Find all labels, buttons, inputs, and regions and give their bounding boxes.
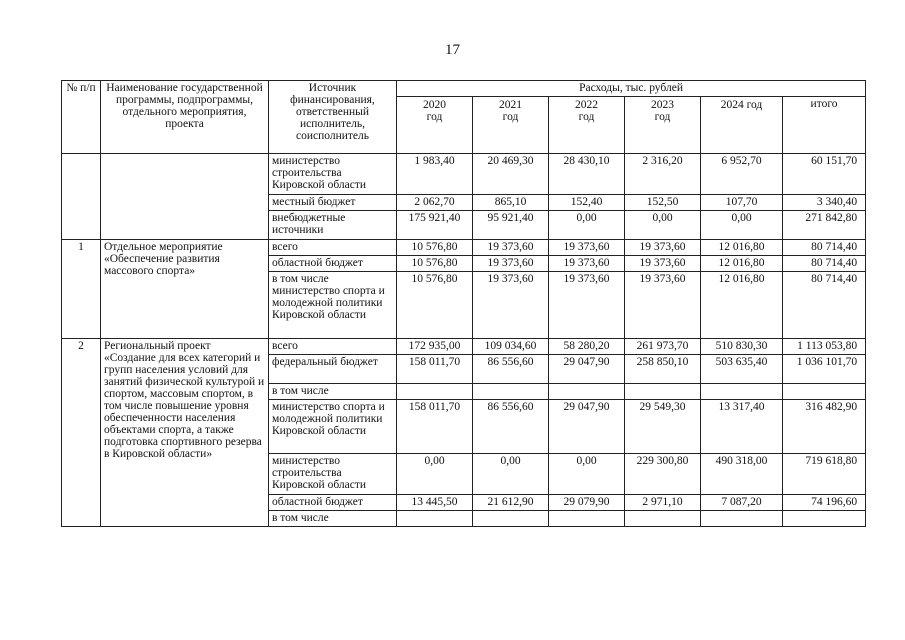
value-cell: 258 850,10 bbox=[625, 355, 701, 384]
value-cell: 29 047,90 bbox=[549, 400, 625, 454]
value-cell bbox=[783, 384, 866, 400]
value-cell: 13 317,40 bbox=[701, 400, 783, 454]
header-year: 2023 год bbox=[625, 97, 701, 154]
value-cell: 0,00 bbox=[473, 454, 549, 495]
value-cell: 60 151,70 bbox=[783, 154, 866, 195]
header-no: № п/п bbox=[62, 81, 101, 154]
value-cell: 6 952,70 bbox=[701, 154, 783, 195]
value-cell: 19 373,60 bbox=[625, 272, 701, 339]
value-cell: 261 973,70 bbox=[625, 339, 701, 355]
value-cell: 1 036 101,70 bbox=[783, 355, 866, 384]
value-cell: 12 016,80 bbox=[701, 256, 783, 272]
header-year: 2020 год bbox=[397, 97, 473, 154]
value-cell: 29 549,30 bbox=[625, 400, 701, 454]
value-cell: 10 576,80 bbox=[397, 272, 473, 339]
value-cell: 0,00 bbox=[549, 211, 625, 240]
source-cell: всего bbox=[269, 339, 397, 355]
value-cell: 0,00 bbox=[701, 211, 783, 240]
value-cell bbox=[701, 384, 783, 400]
table-row bbox=[62, 154, 866, 195]
value-cell: 152,50 bbox=[625, 195, 701, 211]
value-cell: 95 921,40 bbox=[473, 211, 549, 240]
cell-name-empty bbox=[101, 154, 269, 240]
value-cell: 13 445,50 bbox=[397, 495, 473, 511]
value-cell: 19 373,60 bbox=[625, 240, 701, 256]
value-cell: 172 935,00 bbox=[397, 339, 473, 355]
value-cell: 19 373,60 bbox=[549, 240, 625, 256]
source-cell: в том числе bbox=[269, 511, 397, 527]
item-name: Отдельное мероприятие «Обеспечение развития массового спорта» bbox=[101, 240, 269, 339]
value-cell: 0,00 bbox=[549, 454, 625, 495]
source-cell: всего bbox=[269, 240, 397, 256]
value-cell bbox=[549, 511, 625, 527]
source-cell: местный бюджет bbox=[269, 195, 397, 211]
page-number: 17 bbox=[445, 42, 460, 58]
value-cell: 86 556,60 bbox=[473, 400, 549, 454]
budget-table bbox=[61, 80, 866, 527]
source-cell: федеральный бюджет bbox=[269, 355, 397, 384]
header-year: 2024 год bbox=[701, 97, 783, 154]
source-cell: областной бюджет bbox=[269, 256, 397, 272]
value-cell: 19 373,60 bbox=[473, 240, 549, 256]
value-cell: 229 300,80 bbox=[625, 454, 701, 495]
value-cell: 316 482,90 bbox=[783, 400, 866, 454]
value-cell: 2 316,20 bbox=[625, 154, 701, 195]
value-cell: 10 576,80 bbox=[397, 240, 473, 256]
value-cell bbox=[397, 384, 473, 400]
source-cell: областной бюджет bbox=[269, 495, 397, 511]
value-cell: 80 714,40 bbox=[783, 272, 866, 339]
value-cell: 2 062,70 bbox=[397, 195, 473, 211]
value-cell: 86 556,60 bbox=[473, 355, 549, 384]
value-cell: 490 318,00 bbox=[701, 454, 783, 495]
table-row bbox=[62, 240, 866, 256]
value-cell: 510 830,30 bbox=[701, 339, 783, 355]
value-cell: 107,70 bbox=[701, 195, 783, 211]
value-cell: 80 714,40 bbox=[783, 256, 866, 272]
value-cell: 3 340,40 bbox=[783, 195, 866, 211]
value-cell: 865,10 bbox=[473, 195, 549, 211]
value-cell: 74 196,60 bbox=[783, 495, 866, 511]
source-cell: внебюджетные источники bbox=[269, 211, 397, 240]
value-cell: 19 373,60 bbox=[473, 256, 549, 272]
header-year: 2022 год bbox=[549, 97, 625, 154]
value-cell: 719 618,80 bbox=[783, 454, 866, 495]
value-cell: 29 047,90 bbox=[549, 355, 625, 384]
value-cell: 12 016,80 bbox=[701, 272, 783, 339]
value-cell bbox=[397, 511, 473, 527]
value-cell: 109 034,60 bbox=[473, 339, 549, 355]
value-cell: 28 430,10 bbox=[549, 154, 625, 195]
value-cell: 19 373,60 bbox=[625, 256, 701, 272]
header-year-total: итого bbox=[783, 97, 866, 154]
value-cell: 80 714,40 bbox=[783, 240, 866, 256]
source-cell: министерство строительства Кировской области bbox=[269, 454, 397, 495]
item-name: Региональный проект «Создание для всех категорий и групп населения условий для занятий физической культурой и спортом, массовым спортом, в том числе повышение уровня обеспеченности населения объектами спорта, а также подготовка спортивного резерва в Кировской области» bbox=[101, 339, 269, 527]
header-source: Источник финансирования, ответственный исполнитель, соисполнитель bbox=[269, 81, 397, 154]
value-cell bbox=[701, 511, 783, 527]
value-cell: 158 011,70 bbox=[397, 355, 473, 384]
source-cell: министерство спорта и молодежной политики Кировской области bbox=[269, 400, 397, 454]
value-cell: 58 280,20 bbox=[549, 339, 625, 355]
value-cell: 20 469,30 bbox=[473, 154, 549, 195]
value-cell: 175 921,40 bbox=[397, 211, 473, 240]
value-cell: 271 842,80 bbox=[783, 211, 866, 240]
value-cell: 12 016,80 bbox=[701, 240, 783, 256]
source-cell: в том числе министерство спорта и молодежной политики Кировской области bbox=[269, 272, 397, 339]
value-cell bbox=[549, 384, 625, 400]
table-row bbox=[62, 339, 866, 355]
value-cell bbox=[625, 511, 701, 527]
header-expenses: Расходы, тыс. рублей bbox=[397, 81, 866, 97]
value-cell: 503 635,40 bbox=[701, 355, 783, 384]
value-cell: 7 087,20 bbox=[701, 495, 783, 511]
source-cell: в том числе bbox=[269, 384, 397, 400]
value-cell bbox=[473, 384, 549, 400]
item-number: 1 bbox=[62, 240, 101, 339]
value-cell bbox=[625, 384, 701, 400]
value-cell: 2 971,10 bbox=[625, 495, 701, 511]
value-cell: 0,00 bbox=[397, 454, 473, 495]
value-cell: 1 983,40 bbox=[397, 154, 473, 195]
header-row bbox=[62, 81, 866, 97]
value-cell: 10 576,80 bbox=[397, 256, 473, 272]
value-cell: 21 612,90 bbox=[473, 495, 549, 511]
value-cell: 19 373,60 bbox=[549, 256, 625, 272]
value-cell bbox=[473, 511, 549, 527]
value-cell: 1 113 053,80 bbox=[783, 339, 866, 355]
value-cell: 19 373,60 bbox=[549, 272, 625, 339]
source-cell: министерство строительства Кировской области bbox=[269, 154, 397, 195]
value-cell: 0,00 bbox=[625, 211, 701, 240]
value-cell: 152,40 bbox=[549, 195, 625, 211]
cell-no-empty bbox=[62, 154, 101, 240]
value-cell: 158 011,70 bbox=[397, 400, 473, 454]
header-name: Наименование государственной программы, подпрограммы, отдельного мероприятия, проекта bbox=[101, 81, 269, 154]
value-cell bbox=[783, 511, 866, 527]
value-cell: 29 079,90 bbox=[549, 495, 625, 511]
value-cell: 19 373,60 bbox=[473, 272, 549, 339]
header-year: 2021 год bbox=[473, 97, 549, 154]
item-number: 2 bbox=[62, 339, 101, 527]
